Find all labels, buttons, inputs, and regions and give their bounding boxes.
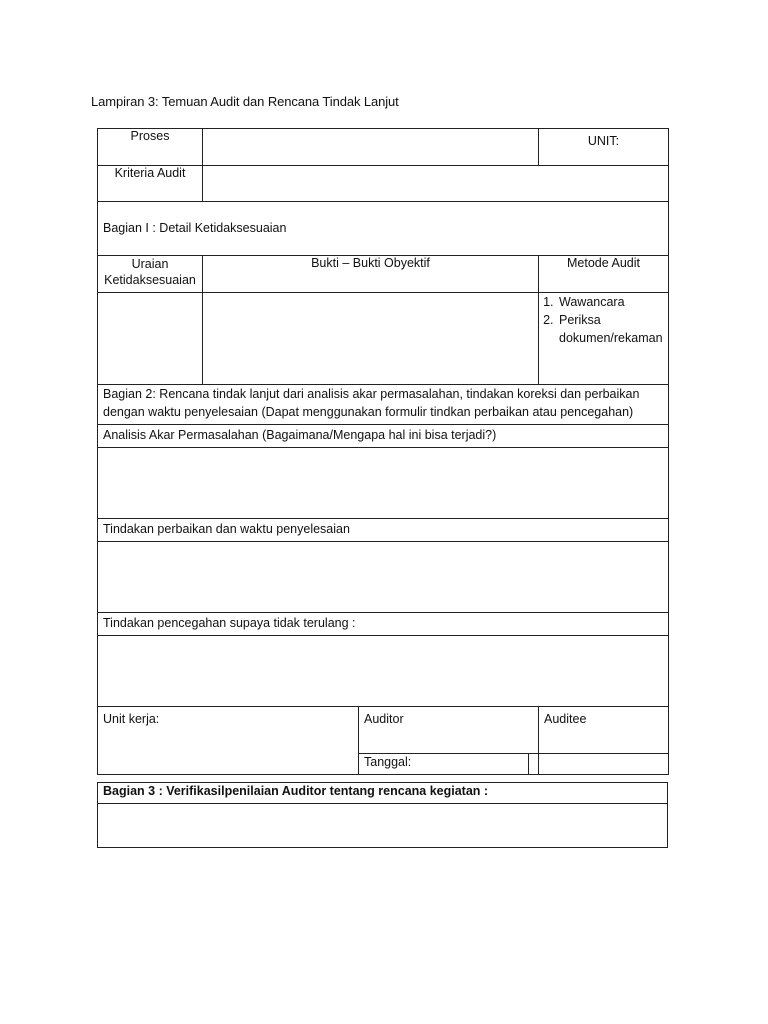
unit-cell[interactable] bbox=[539, 129, 669, 166]
pencegahan-label: Tindakan pencegahan supaya tidak terulang : bbox=[103, 616, 356, 630]
unit-label: UNIT: bbox=[587, 134, 620, 148]
bukti-value-cell[interactable] bbox=[203, 293, 539, 385]
pencegahan-value-cell[interactable] bbox=[98, 636, 669, 707]
kriteria-label-cell bbox=[98, 166, 203, 202]
bagian1-heading: Bagian I : Detail Ketidaksesuaian bbox=[103, 221, 287, 235]
perbaikan-label: Tindakan perbaikan dan waktu penyelesaian bbox=[103, 522, 350, 536]
metode-list bbox=[539, 293, 668, 347]
verifikasi-table bbox=[97, 782, 668, 848]
bukti-header-cell bbox=[203, 256, 539, 293]
bagian2-heading: Bagian 2: Rencana tindak lanjut dari analisis akar permasalahan, tindakan koreksi dan perbaikan dengan waktu penyelesaian (Dapat menggunakan formulir tindkan perbaikan atau pencegahan) bbox=[103, 387, 640, 419]
metode-header: Metode Audit bbox=[567, 256, 640, 270]
bagian1-cell bbox=[98, 202, 669, 256]
analisis-label: Analisis Akar Permasalahan (Bagaimana/Mengapa hal ini bisa terjadi?) bbox=[103, 428, 497, 442]
verifikasi-header-cell bbox=[98, 783, 668, 804]
pencegahan-label-cell bbox=[98, 613, 669, 636]
proses-value-cell[interactable] bbox=[203, 129, 539, 166]
bukti-header: Bukti – Bukti Obyektif bbox=[311, 256, 430, 270]
uraian-value-cell[interactable] bbox=[98, 293, 203, 385]
uraian-header-cell bbox=[98, 256, 203, 293]
tanggal-auditor-value-cell[interactable] bbox=[529, 754, 539, 775]
kriteria-value-cell[interactable] bbox=[203, 166, 669, 202]
perbaikan-label-cell bbox=[98, 519, 669, 542]
metode-item: 2. Periksa dokumen/rekaman bbox=[557, 311, 668, 347]
proses-label-cell bbox=[98, 129, 203, 166]
proses-label: Proses bbox=[130, 129, 170, 143]
tanggal-auditee-value-cell[interactable] bbox=[539, 754, 669, 775]
auditor-label: Auditor bbox=[364, 712, 404, 726]
audit-findings-table bbox=[97, 128, 669, 775]
tanggal-label: Tanggal: bbox=[364, 755, 412, 769]
analisis-label-cell bbox=[98, 425, 669, 448]
unit-kerja-label: Unit kerja: bbox=[103, 712, 160, 726]
auditee-label: Auditee bbox=[544, 712, 587, 726]
tanggal-label-cell bbox=[359, 754, 529, 775]
perbaikan-value-cell[interactable] bbox=[98, 542, 669, 613]
auditee-cell[interactable] bbox=[539, 707, 669, 754]
metode-value-cell bbox=[539, 293, 669, 385]
bagian2-cell bbox=[98, 385, 669, 425]
verifikasi-value-cell[interactable] bbox=[98, 804, 668, 848]
uraian-header: Uraian Ketidaksesuaian bbox=[104, 257, 196, 287]
verifikasi-header: Bagian 3 : Verifikasilpenilaian Auditor tentang rencana kegiatan : bbox=[103, 784, 489, 798]
metode-item: 1. Wawancara bbox=[557, 293, 668, 311]
unit-kerja-cell[interactable] bbox=[98, 707, 359, 775]
kriteria-audit-label: Kriteria Audit bbox=[114, 166, 186, 180]
metode-header-cell bbox=[539, 256, 669, 293]
auditor-cell[interactable] bbox=[359, 707, 539, 754]
analisis-value-cell[interactable] bbox=[98, 448, 669, 519]
page-caption: Lampiran 3: Temuan Audit dan Rencana Tindak Lanjut bbox=[91, 94, 399, 109]
